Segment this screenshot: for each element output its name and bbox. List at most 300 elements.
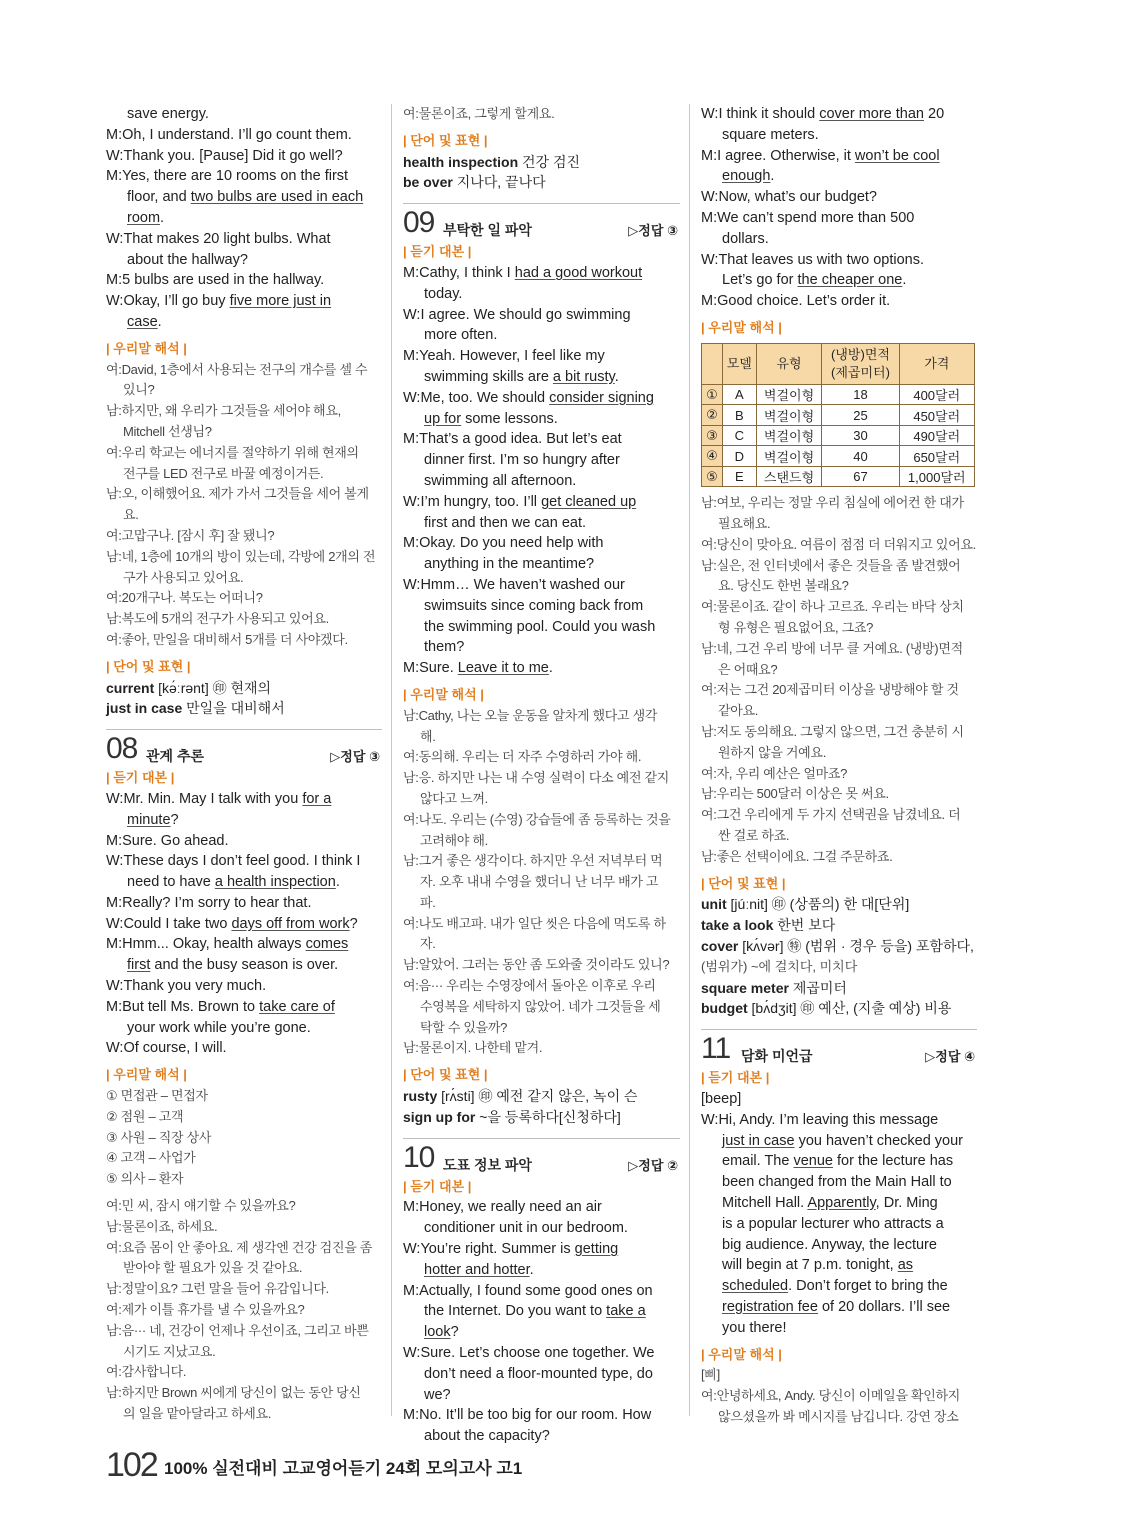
translation-11 [701,1365,977,1427]
text-line [701,146,977,167]
line-text: been changed from the Main Hall to [722,1174,952,1191]
line-text: You’re right. Summer is getting [420,1241,619,1258]
text-line [403,1385,680,1406]
choice-item: ③ 사원 – 직장 상사 [106,1129,212,1145]
vocab-entry [106,678,382,699]
text-line [403,533,680,554]
text-line [106,934,382,955]
speaker-tag: 남: [701,640,717,656]
translation-09 [403,706,680,1060]
speaker-tag: W: [106,293,124,310]
text-line [106,464,382,485]
vocab-word: sign up for [403,1108,476,1125]
text-line [403,1301,680,1322]
text-line [701,764,977,785]
column-1 [106,104,382,1425]
text-line [701,187,977,208]
answer-marker: ▷정답 ③ [330,749,380,765]
table-cell: 벽걸이형 [756,425,822,446]
line-text: That leaves us with two options. [718,251,924,268]
line-text: Mr. Min. May I talk with you for a [123,790,332,807]
speaker-tag: 여: [403,749,419,765]
speaker-tag: M: [403,348,420,365]
line-text: email. The venue for the lecture has [722,1153,954,1170]
line-text: 응. 하지만 나는 내 수영 실력이 다소 예전 같지 [418,770,670,786]
speaker-tag: 여: [403,915,419,931]
text-line [106,588,382,609]
text-line [701,597,977,618]
line-text: 나도. 우리는 (수영) 강습들에 좀 등록하는 것을 [418,811,671,827]
line-text: Good choice. Let’s order it. [717,293,891,310]
line-text: case. [127,313,162,330]
speaker-tag: 여: [701,765,717,781]
line-text: 형 유형은 필요없어요, 그죠? [718,620,874,636]
speaker-tag: M: [106,126,123,143]
vocab-word: square meter [701,979,789,996]
line-text: Mitchell 선생님? [123,423,212,439]
text-line [106,291,382,312]
line-text: registration fee of 20 dollars. I’ll see [722,1298,951,1315]
text-line [106,526,382,547]
line-text: 물론이죠, 그렇게 할게요. [418,106,555,121]
text-line [106,547,382,568]
speaker-tag: 여: [106,527,122,543]
line-text: need to have a health inspection. [127,874,340,891]
vocab-entry [701,978,977,999]
translation-label: | 우리말 해석 | [701,1346,782,1362]
line-text: square meters. [722,126,819,143]
text-line [106,146,382,167]
table-cell: 450달러 [899,405,974,426]
speaker-tag: M: [701,147,718,164]
line-text: 저는 그건 20제곱미터 이상을 냉방해야 할 것 [716,682,959,698]
script-10 [403,1197,680,1447]
text-line [701,1318,977,1339]
line-text: 파. [420,894,436,910]
translation-label: | 우리말 해석 | [106,1067,187,1083]
line-text: [삐] [701,1367,720,1383]
line-text: 그거 좋은 생각이다. 하지만 우선 저녁부터 먹 [418,853,663,869]
choice-item: ① 면접관 – 면접자 [106,1088,208,1104]
text-line [403,104,680,125]
line-text: about the hallway? [127,251,248,268]
vocab-entry [701,894,977,915]
translation-label: | 우리말 해석 | [403,686,484,702]
speaker-tag: 여: [701,536,717,552]
text-line [701,722,977,743]
line-text: 좋은 선택이에요. 그걸 주문하죠. [716,848,893,864]
speaker-tag: W: [403,1241,421,1258]
table-header-cell: 가격 [899,343,974,384]
text-line [403,851,680,872]
text-line [701,493,977,514]
text-line [701,125,977,146]
speaker-tag: M: [403,660,420,677]
text-line [106,380,382,401]
text-line [701,743,977,764]
line-text: 싼 걸로 하죠. [718,828,790,844]
line-text: about the capacity? [424,1428,550,1445]
text-line [701,639,977,660]
line-text: Okay. Do you need help with [419,535,604,552]
table-row [702,446,975,467]
text-line [106,789,382,810]
text-line [403,1364,680,1385]
line-text: first and the busy season is over. [127,957,339,974]
text-line [106,229,382,250]
text-line [106,1038,382,1059]
line-text: 고맙구나. [잠시 후] 잘 됐니? [121,527,275,543]
line-text: No. It’ll be too big for our room. How [419,1407,652,1424]
column-divider-2 [689,104,690,1416]
text-line [403,893,680,914]
line-text: save energy. [127,106,209,122]
vocab-word: current [106,679,155,696]
line-text: big audience. Anyway, the lecture [722,1236,937,1253]
text-line [701,1276,977,1297]
text-line [701,229,977,250]
speaker-tag: 여: [701,1388,717,1404]
text-line [106,872,382,893]
line-text: 있니? [123,382,155,398]
section-number: 09 [403,206,435,240]
speaker-tag: 여: [106,590,122,606]
vocab-entry [403,172,680,193]
text-line [106,104,382,125]
vocab-meaning: [rʌ́sti] ㊞ 예전 같지 않은, 녹이 슨 [437,1088,638,1105]
text-line [701,826,977,847]
line-text: 제가 이틀 휴가를 낼 수 있을까요? [121,1302,305,1318]
line-text: 의 일을 맡아달라고 하세요. [123,1406,272,1422]
line-text: 않다고 느껴. [420,790,488,806]
line-text: Hi, Andy. I’m leaving this message [718,1111,939,1128]
speaker-tag: 남: [106,1385,122,1401]
text-line [701,208,977,229]
vocab-label: | 단어 및 표현 | [403,1067,488,1083]
section-number: 08 [106,732,138,766]
table-row [702,384,975,405]
text-line [106,609,382,630]
speaker-tag: 남: [106,611,122,627]
script-label: | 듣기 대본 | [106,770,175,786]
translation-08-end [403,104,680,125]
text-line [106,125,382,146]
line-text: 수영복을 세탁하지 않았어. 네가 그것들을 세 [420,998,661,1014]
text-line [403,471,680,492]
text-line [106,851,382,872]
speaker-tag: 남: [106,548,122,564]
text-line [701,270,977,291]
speaker-tag: 여: [106,444,122,460]
table-cell: B [723,405,757,426]
line-text: 전구를 LED 전구로 바꿀 예정이거든. [123,465,324,481]
text-line [403,1239,680,1260]
script-label: | 듣기 대본 | [403,244,472,260]
text-line [403,575,680,596]
text-line [106,893,382,914]
table-cell: 650달러 [899,446,974,467]
text-line [701,1214,977,1235]
line-text: them? [424,639,465,656]
speaker-tag: 남: [701,848,717,864]
text-line [106,630,382,651]
table-row [702,466,975,487]
vocab-meaning: ~을 등록하다[신청하다] [475,1108,621,1125]
speaker-tag: M: [701,209,718,226]
script-label: | 듣기 대본 | [403,1178,472,1194]
speaker-tag: W: [106,853,124,870]
line-text: I’m hungry, too. I’ll get cleaned up [420,493,637,510]
answer-marker: ▷정답 ② [628,1157,678,1173]
line-text: Sure. Let’s choose one together. We [420,1345,655,1362]
text-line [403,1281,680,1302]
table-cell: ④ [702,446,723,467]
table-cell: 30 [822,425,899,446]
speaker-tag: M: [106,998,123,1015]
text-line [403,1343,680,1364]
line-text: Thank you. [Pause] Did it go well? [123,147,343,164]
page-number: 102 [106,1446,157,1484]
text-line [403,325,680,346]
translation-10 [701,493,977,867]
section-title: 도표 정보 파악 [443,1156,532,1173]
line-text: Of course, I will. [123,1040,227,1057]
line-text: Yes, there are 10 rooms on the first [122,168,349,185]
script-label: | 듣기 대본 | [701,1070,770,1086]
speaker-tag: W: [106,1040,124,1057]
text-line [403,305,680,326]
line-text: 자. [420,936,436,952]
text-line [106,166,382,187]
vocab-entry [403,1107,680,1128]
line-text: 음··· 우리는 수영장에서 돌아온 이후로 우리 [418,978,656,994]
line-text: Could I take two days off from work? [123,915,358,932]
table-cell: 벽걸이형 [756,405,822,426]
text-line [106,360,382,381]
line-text: Hmm... Okay, health always comes [122,936,349,953]
text-line [701,1235,977,1256]
column-3 [701,104,977,1428]
vocab-meaning: [kə́ːrənt] ㊞ 현재의 [154,679,272,696]
text-line [403,914,680,935]
speaker-tag: W: [403,493,421,510]
table-cell: 벽걸이형 [756,446,822,467]
text-line [701,701,977,722]
text-line [701,556,977,577]
line-text: 자, 우리 예산은 얼마죠? [716,765,848,781]
vocab-meaning: 한번 보다 [773,917,836,934]
line-text: more often. [424,327,498,344]
line-text: 받아야 할 필요가 있을 것 같아요. [123,1260,303,1276]
vocab-entry [403,152,680,173]
script-10-continued [701,104,977,312]
section-title: 담화 미언급 [741,1048,813,1065]
text-line [403,346,680,367]
text-line [701,1151,977,1172]
line-text: I agree. Otherwise, it won’t be cool [717,147,940,164]
text-line [106,914,382,935]
line-text: dollars. [722,230,769,247]
text-line [403,1018,680,1039]
table-cell: ③ [702,425,723,446]
table-header-cell: 유형 [756,343,822,384]
text-line [106,568,382,589]
text-line [701,660,977,681]
speaker-tag: M: [106,272,123,289]
vocab-word: take a look [701,917,774,934]
speaker-tag: 여: [701,807,717,823]
translation-label: | 우리말 해석 | [106,340,187,356]
line-text: you there! [722,1319,787,1336]
line-text: 5 bulbs are used in the hallway. [122,272,325,289]
answer-marker: ▷정답 ④ [925,1049,975,1065]
line-text: Honey, we really need an air [419,1199,602,1216]
text-line [106,401,382,422]
line-text: Sure. Leave it to me. [419,660,553,677]
speaker-tag: W: [106,915,124,932]
text-line [701,680,977,701]
text-line [701,1131,977,1152]
text-line [403,768,680,789]
section-number: 11 [701,1032,731,1066]
text-line [106,250,382,271]
line-text: 물론이죠. 같이 하나 고르죠. 우리는 바닥 상치 [716,599,964,615]
script-08 [106,789,382,1059]
section-08-header [106,732,382,768]
table-cell: 40 [822,446,899,467]
text-line [701,1407,977,1428]
text-line [701,847,977,868]
text-line [701,1297,977,1318]
text-line [403,637,680,658]
script-11 [701,1089,977,1339]
line-text: scheduled. Don’t forget to bring the [722,1278,948,1295]
section-10-header [403,1140,680,1177]
speaker-tag: 남: [106,1218,122,1234]
speaker-tag: 여: [106,631,122,647]
table-cell: E [723,466,757,487]
speaker-tag: M: [701,293,718,310]
line-text: Me, too. We should consider signing [420,389,654,406]
table-cell: 18 [822,384,899,405]
line-text: room. [127,209,165,226]
line-text: 정말이요? 그런 말을 들어 유감입니다. [121,1281,329,1297]
text-line [403,810,680,831]
table-header-cell: 모델 [723,343,757,384]
line-text: David, 1층에서 사용되는 전구의 개수를 셀 수 [121,361,368,377]
vocab-word: health inspection [403,153,519,170]
text-line [106,1362,382,1383]
line-text: 은 어때요? [718,661,778,677]
speaker-tag: M: [403,264,420,281]
line-text: just in case you haven’t checked your [722,1132,964,1149]
line-text: 탁할 수 있을까? [420,1019,508,1035]
vocab-08 [403,152,680,194]
speaker-tag: 여: [701,599,717,615]
text-line [403,706,680,727]
text-line [403,492,680,513]
text-line [106,422,382,443]
line-text: will begin at 7 p.m. tonight, as [722,1257,914,1274]
line-text: 오, 이해했어요. 제가 가서 그것들을 세어 볼게 [121,486,369,502]
line-text: 좋아, 만일을 대비해서 5개를 더 사야겠다. [121,631,348,647]
vocab-meaning: [kʌ́vər] ㊕ (범위 · 경우 등을) 포함하다, [738,938,974,954]
text-line [701,618,977,639]
speaker-tag: W: [701,251,719,268]
line-text: 우리는 500달러 이상은 못 써요. [716,786,889,802]
text-line [106,312,382,333]
line-text: today. [424,285,463,302]
table-header-cell: (냉방)면적 (제곱미터) [822,343,899,384]
text-line [403,596,680,617]
speaker-tag: 남: [106,1281,122,1297]
line-text: 민 씨, 잠시 얘기할 수 있을까요? [121,1198,296,1214]
text-line [106,1238,382,1259]
speaker-tag: 남: [106,1322,122,1338]
line-text: Really? I’m sorry to hear that. [122,894,312,911]
text-line [403,1038,680,1059]
speaker-tag: M: [106,936,123,953]
speaker-tag: W: [403,1345,421,1362]
speaker-tag: M: [106,168,123,185]
speaker-tag: W: [701,189,719,206]
line-text: 자. 오후 내내 수영을 했더니 난 너무 배가 고 [420,874,659,890]
line-text: Let’s go for the cheaper one. [722,272,907,289]
speaker-tag: 남: [106,486,122,502]
line-text: Cathy, I think I had a good workout [419,264,643,281]
speaker-tag: 남: [403,957,419,973]
choices-08 [106,1086,382,1190]
text-line [403,554,680,575]
text-line [701,784,977,805]
text-line [106,831,382,852]
vocab-entry [106,698,382,719]
text-line [403,1322,680,1343]
text-line [106,1300,382,1321]
line-text: Cathy, 나는 오늘 운동을 알차게 했다고 생각 [418,707,658,723]
text-line [106,187,382,208]
vocab-09 [403,1086,680,1128]
line-text: Hmm… We haven’t washed our [420,576,625,593]
text-line [701,535,977,556]
choice-item: ⑤ 의사 – 환자 [106,1171,184,1187]
translation-08 [106,1196,382,1425]
table-cell: C [723,425,757,446]
line-text: 요즘 몸이 안 좋아요. 제 생각엔 건강 검진을 좀 [121,1239,373,1255]
vocab-label: | 단어 및 표현 | [106,658,191,674]
speaker-tag: M: [403,1199,420,1216]
line-text: 동의해. 우리는 더 자주 수영하러 가야 해. [418,749,642,765]
text-line [403,617,680,638]
speaker-tag: M: [403,431,420,448]
script-07-continued [106,104,382,333]
text-line [106,208,382,229]
section-number: 10 [403,1140,435,1174]
text-line [403,429,680,450]
text-line [106,1383,382,1404]
table-cell: 벽걸이형 [756,384,822,405]
vocab-meaning: (범위가) ~에 걸치다, 미치다 [701,958,858,974]
line-text: 요. 당신도 한번 볼래요? [718,578,849,594]
text-line [403,997,680,1018]
choice-item: ④ 고객 – 사업가 [106,1150,196,1166]
line-text: look? [424,1324,459,1341]
line-text: 원하지 않을 거예요. [718,744,826,760]
speaker-tag: W: [403,576,421,593]
line-text: That’s a good idea. But let’s eat [419,431,622,448]
table-cell: D [723,446,757,467]
text-line [403,976,680,997]
